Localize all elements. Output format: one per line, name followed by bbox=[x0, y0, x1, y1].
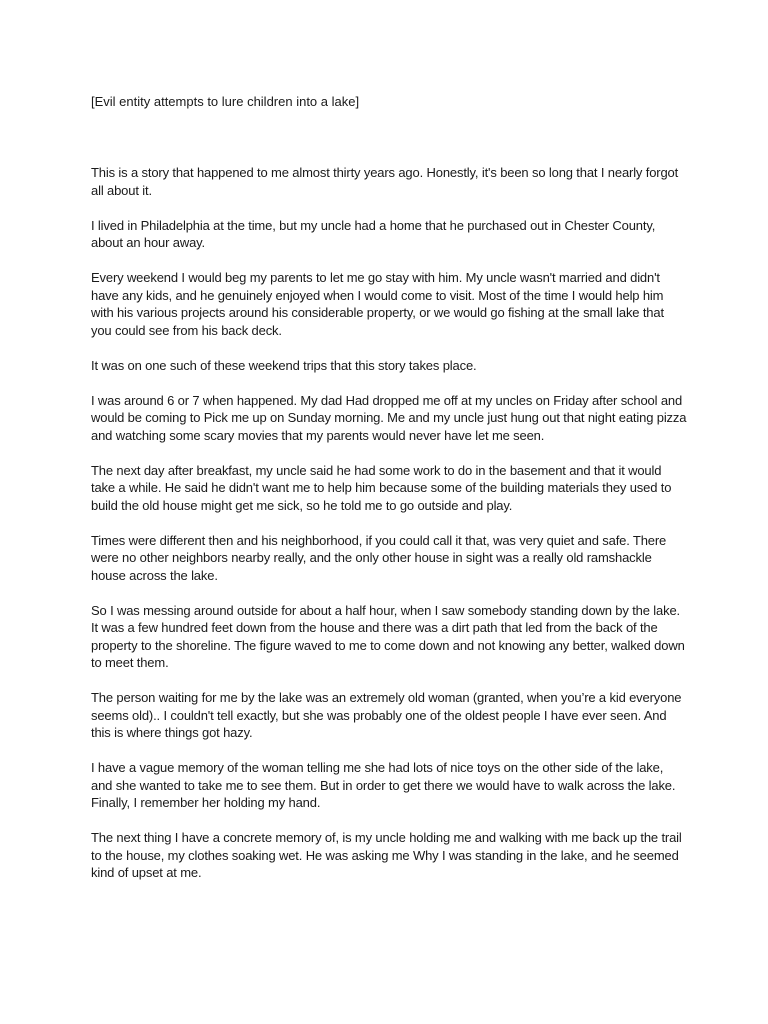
paragraph: So I was messing around outside for about a half hour, when I saw somebody standing down by the lake. It was a few hundred feet down from the house and there was a dirt path that led from the back of the property to the shoreline. The figure waved to me to come down and not knowing any better, walked down to meet them. bbox=[91, 602, 685, 670]
document-body bbox=[91, 164, 687, 899]
document-title: [Evil entity attempts to lure children into a lake] bbox=[91, 94, 360, 109]
paragraph: This is a story that happened to me almost thirty years ago. Honestly, it's been so long that I nearly forgot all about it. bbox=[91, 165, 679, 198]
paragraph: I lived in Philadelphia at the time, but my uncle had a home that he purchased out in Chester County, about an hour away. bbox=[91, 217, 656, 250]
paragraph: I have a vague memory of the woman telling me she had lots of nice toys on the other side of the lake, and she wanted to take me to see them. But in order to get there we would have to walk across the lake. Finally, I remember her holding my hand. bbox=[91, 760, 676, 810]
paragraph: It was on one such of these weekend trips that this story takes place. bbox=[91, 357, 477, 373]
paragraph: The person waiting for me by the lake was an extremely old woman (granted, when you’re a kid everyone seems old).. I couldn't tell exactly, but she was probably one of the oldest people I have ever seen. And this is where things got hazy. bbox=[91, 690, 682, 740]
paragraph: The next thing I have a concrete memory of, is my uncle holding me and walking with me back up the trail to the house, my clothes soaking wet. He was asking me Why I was standing in the lake, and he seemed kind of upset at me. bbox=[91, 830, 682, 880]
paragraph: I was around 6 or 7 when happened. My dad Had dropped me off at my uncles on Friday after school and would be coming to Pick me up on Sunday morning. Me and my uncle just hung out that night eating pizza and watching some scary movies that my parents would never have let me seen. bbox=[91, 392, 687, 443]
paragraph: Times were different then and his neighborhood, if you could call it that, was very quiet and safe. There were no other neighbors nearby really, and the only other house in sight was a really old ramshackle house across the lake. bbox=[91, 532, 667, 583]
paragraph: The next day after breakfast, my uncle said he had some work to do in the basement and that it would take a while. He said he didn't want me to help him because some of the building materials they used to build the old house might get me sick, so he told me to go outside and play. bbox=[91, 462, 672, 513]
paragraph: Every weekend I would beg my parents to let me go stay with him. My uncle wasn't married and didn't have any kids, and he genuinely enjoyed when I would come to visit. Most of the time I would help him with his various projects around his considerable property, or we would go fishing at the small lake that you could see from his back deck. bbox=[91, 270, 664, 338]
